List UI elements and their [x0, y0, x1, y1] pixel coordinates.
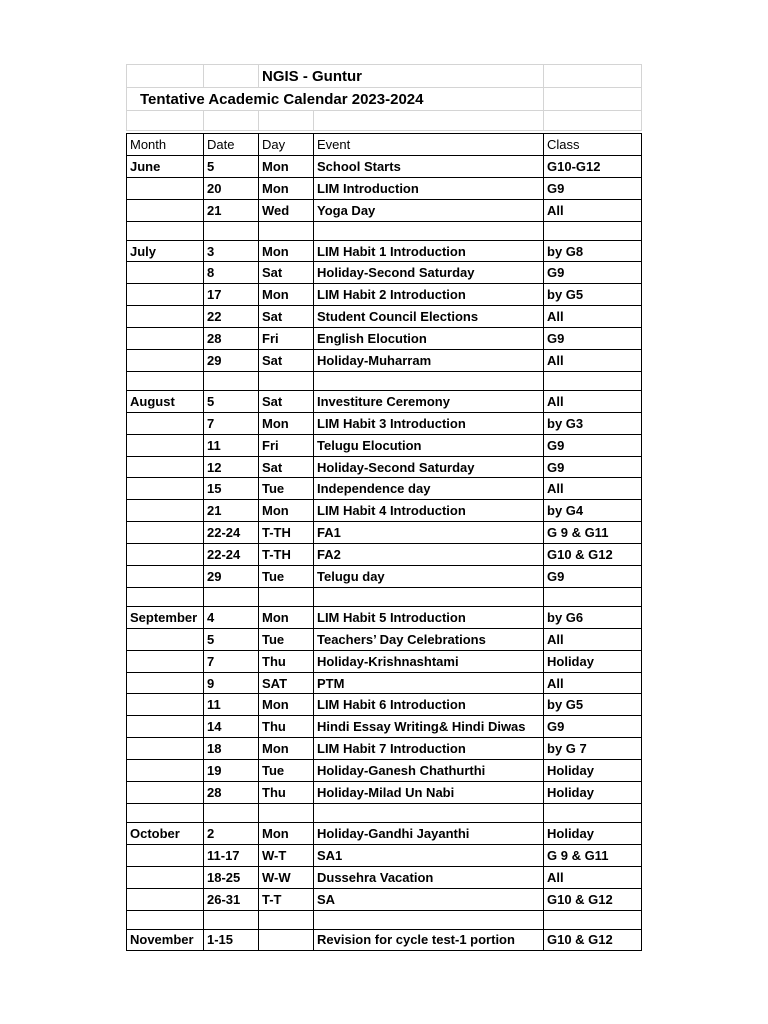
day-cell: W-W — [259, 866, 314, 888]
month-cell — [127, 412, 204, 434]
table-row — [127, 716, 642, 738]
class-cell: All — [544, 350, 642, 372]
class-cell: G9 — [544, 456, 642, 478]
empty-cell — [259, 221, 314, 240]
month-cell — [127, 306, 204, 328]
month-cell — [127, 672, 204, 694]
event-cell: PTM — [314, 672, 544, 694]
date-cell: 5 — [204, 390, 259, 412]
header-cell — [544, 111, 642, 131]
header-cell — [204, 111, 259, 131]
day-cell — [259, 929, 314, 951]
month-cell — [127, 866, 204, 888]
date-cell: 12 — [204, 456, 259, 478]
column-header-day: Day — [259, 134, 314, 156]
table-row — [127, 544, 642, 566]
class-cell: All — [544, 199, 642, 221]
date-cell: 17 — [204, 284, 259, 306]
table-row — [127, 412, 642, 434]
class-cell: G 9 & G11 — [544, 522, 642, 544]
day-cell: Thu — [259, 716, 314, 738]
table-row — [127, 566, 642, 588]
empty-cell — [127, 221, 204, 240]
empty-cell — [314, 371, 544, 390]
month-cell — [127, 350, 204, 372]
event-cell: Telugu Elocution — [314, 434, 544, 456]
month-cell — [127, 456, 204, 478]
class-cell: by G4 — [544, 500, 642, 522]
table-row — [127, 760, 642, 782]
month-cell — [127, 628, 204, 650]
date-cell: 20 — [204, 177, 259, 199]
day-cell: T-T — [259, 888, 314, 910]
table-row — [127, 650, 642, 672]
day-cell: Sat — [259, 390, 314, 412]
month-cell — [127, 177, 204, 199]
date-cell: 29 — [204, 350, 259, 372]
date-cell: 8 — [204, 262, 259, 284]
month-cell — [127, 566, 204, 588]
empty-cell — [314, 587, 544, 606]
day-cell: Mon — [259, 155, 314, 177]
class-cell: by G6 — [544, 606, 642, 628]
class-cell: by G8 — [544, 240, 642, 262]
table-row — [127, 284, 642, 306]
class-cell: by G3 — [544, 412, 642, 434]
date-cell: 5 — [204, 628, 259, 650]
class-cell: G9 — [544, 566, 642, 588]
empty-cell — [544, 371, 642, 390]
empty-cell — [314, 910, 544, 929]
class-cell: All — [544, 672, 642, 694]
table-row — [127, 456, 642, 478]
table-row — [127, 606, 642, 628]
month-cell — [127, 544, 204, 566]
date-cell: 18 — [204, 738, 259, 760]
month-cell — [127, 284, 204, 306]
class-cell: All — [544, 478, 642, 500]
day-cell: Mon — [259, 822, 314, 844]
month-cell: November — [127, 929, 204, 951]
month-cell: June — [127, 155, 204, 177]
day-cell: Mon — [259, 606, 314, 628]
event-cell: Revision for cycle test-1 portion — [314, 929, 544, 951]
table-row — [127, 500, 642, 522]
event-cell: LIM Habit 3 Introduction — [314, 412, 544, 434]
class-cell: by G 7 — [544, 738, 642, 760]
table-row — [127, 240, 642, 262]
event-cell: LIM Habit 7 Introduction — [314, 738, 544, 760]
day-cell: Mon — [259, 284, 314, 306]
month-cell — [127, 738, 204, 760]
class-cell: G10-G12 — [544, 155, 642, 177]
date-cell: 14 — [204, 716, 259, 738]
header-grid — [126, 64, 642, 131]
day-cell: T-TH — [259, 522, 314, 544]
header-cell — [127, 111, 204, 131]
month-cell — [127, 888, 204, 910]
class-cell: G10 & G12 — [544, 929, 642, 951]
date-cell: 2 — [204, 822, 259, 844]
event-cell: Holiday-Muharram — [314, 350, 544, 372]
date-cell: 22-24 — [204, 544, 259, 566]
event-cell: Holiday-Second Saturday — [314, 262, 544, 284]
month-cell — [127, 694, 204, 716]
table-row — [127, 672, 642, 694]
date-cell: 11 — [204, 694, 259, 716]
date-cell: 28 — [204, 328, 259, 350]
class-cell: All — [544, 866, 642, 888]
day-cell: Sat — [259, 456, 314, 478]
day-cell: Wed — [259, 199, 314, 221]
table-row — [127, 434, 642, 456]
table-row — [127, 350, 642, 372]
school-name: NGIS - Guntur — [259, 65, 544, 88]
column-header-class: Class — [544, 134, 642, 156]
day-cell: Sat — [259, 350, 314, 372]
empty-cell — [204, 587, 259, 606]
event-cell: Hindi Essay Writing& Hindi Diwas — [314, 716, 544, 738]
event-cell: Holiday-Krishnashtami — [314, 650, 544, 672]
class-cell: by G5 — [544, 284, 642, 306]
class-cell: All — [544, 390, 642, 412]
table-row — [127, 888, 642, 910]
event-cell: Dussehra Vacation — [314, 866, 544, 888]
table-row — [127, 738, 642, 760]
class-cell: All — [544, 306, 642, 328]
column-header-event: Event — [314, 134, 544, 156]
class-cell: Holiday — [544, 650, 642, 672]
class-cell: G 9 & G11 — [544, 844, 642, 866]
empty-cell — [544, 587, 642, 606]
event-cell: Holiday-Second Saturday — [314, 456, 544, 478]
date-cell: 21 — [204, 199, 259, 221]
date-cell: 18-25 — [204, 866, 259, 888]
table-row — [127, 177, 642, 199]
month-cell: October — [127, 822, 204, 844]
day-cell: Tue — [259, 760, 314, 782]
date-cell: 1-15 — [204, 929, 259, 951]
event-cell: Holiday-Gandhi Jayanthi — [314, 822, 544, 844]
blank-row — [127, 803, 642, 822]
day-cell: Mon — [259, 694, 314, 716]
header-row — [127, 134, 642, 156]
month-cell — [127, 760, 204, 782]
empty-cell — [259, 803, 314, 822]
day-cell: Sat — [259, 306, 314, 328]
class-cell: G9 — [544, 177, 642, 199]
event-cell: FA1 — [314, 522, 544, 544]
table-row — [127, 262, 642, 284]
class-cell: by G5 — [544, 694, 642, 716]
month-cell — [127, 782, 204, 804]
empty-cell — [259, 371, 314, 390]
empty-cell — [204, 371, 259, 390]
event-cell: Yoga Day — [314, 199, 544, 221]
class-cell: G9 — [544, 434, 642, 456]
blank-row — [127, 587, 642, 606]
class-cell: G9 — [544, 262, 642, 284]
date-cell: 22 — [204, 306, 259, 328]
date-cell: 3 — [204, 240, 259, 262]
table-row — [127, 478, 642, 500]
class-cell: G10 & G12 — [544, 888, 642, 910]
month-cell — [127, 478, 204, 500]
date-cell: 19 — [204, 760, 259, 782]
empty-cell — [314, 803, 544, 822]
event-cell: Teachers’ Day Celebrations — [314, 628, 544, 650]
blank-row — [127, 910, 642, 929]
date-cell: 7 — [204, 412, 259, 434]
empty-cell — [544, 803, 642, 822]
empty-cell — [204, 910, 259, 929]
month-cell — [127, 199, 204, 221]
empty-cell — [127, 910, 204, 929]
empty-cell — [127, 371, 204, 390]
event-cell: Student Council Elections — [314, 306, 544, 328]
table-row — [127, 694, 642, 716]
event-cell: English Elocution — [314, 328, 544, 350]
date-cell: 29 — [204, 566, 259, 588]
empty-cell — [259, 910, 314, 929]
day-cell: Tue — [259, 566, 314, 588]
event-cell: LIM Habit 6 Introduction — [314, 694, 544, 716]
table-row — [127, 844, 642, 866]
event-cell: LIM Habit 5 Introduction — [314, 606, 544, 628]
month-cell: August — [127, 390, 204, 412]
month-cell — [127, 522, 204, 544]
blank-row — [127, 221, 642, 240]
date-cell: 4 — [204, 606, 259, 628]
empty-cell — [544, 221, 642, 240]
month-cell: July — [127, 240, 204, 262]
empty-cell — [204, 221, 259, 240]
table-row — [127, 866, 642, 888]
empty-cell — [127, 803, 204, 822]
date-cell: 21 — [204, 500, 259, 522]
day-cell: SAT — [259, 672, 314, 694]
event-cell: SA1 — [314, 844, 544, 866]
empty-cell — [259, 587, 314, 606]
date-cell: 11-17 — [204, 844, 259, 866]
column-header-month: Month — [127, 134, 204, 156]
header-cell — [127, 65, 204, 88]
day-cell: Thu — [259, 650, 314, 672]
table-row — [127, 628, 642, 650]
header-cell — [204, 65, 259, 88]
month-cell — [127, 500, 204, 522]
class-cell: G10 & G12 — [544, 544, 642, 566]
event-cell: LIM Introduction — [314, 177, 544, 199]
event-cell: Holiday-Ganesh Chathurthi — [314, 760, 544, 782]
month-cell — [127, 328, 204, 350]
month-cell — [127, 434, 204, 456]
day-cell: Mon — [259, 412, 314, 434]
date-cell: 28 — [204, 782, 259, 804]
class-cell: Holiday — [544, 822, 642, 844]
date-cell: 26-31 — [204, 888, 259, 910]
event-cell: FA2 — [314, 544, 544, 566]
header-cell — [259, 111, 314, 131]
event-cell: Investiture Ceremony — [314, 390, 544, 412]
day-cell: Mon — [259, 240, 314, 262]
date-cell: 7 — [204, 650, 259, 672]
header-cell — [544, 88, 642, 111]
empty-cell — [127, 587, 204, 606]
class-cell: Holiday — [544, 782, 642, 804]
day-cell: Mon — [259, 738, 314, 760]
empty-cell — [544, 910, 642, 929]
event-cell: Telugu day — [314, 566, 544, 588]
table-row — [127, 390, 642, 412]
event-cell: LIM Habit 1 Introduction — [314, 240, 544, 262]
day-cell: Tue — [259, 628, 314, 650]
class-cell: G9 — [544, 328, 642, 350]
day-cell: T-TH — [259, 544, 314, 566]
month-cell — [127, 716, 204, 738]
date-cell: 5 — [204, 155, 259, 177]
event-cell: Independence day — [314, 478, 544, 500]
class-cell: All — [544, 628, 642, 650]
day-cell: Thu — [259, 782, 314, 804]
day-cell: Fri — [259, 434, 314, 456]
date-cell: 9 — [204, 672, 259, 694]
day-cell: Fri — [259, 328, 314, 350]
table-row — [127, 782, 642, 804]
header-cell — [314, 111, 544, 131]
month-cell — [127, 262, 204, 284]
class-cell: Holiday — [544, 760, 642, 782]
event-cell: Holiday-Milad Un Nabi — [314, 782, 544, 804]
month-cell — [127, 844, 204, 866]
class-cell: G9 — [544, 716, 642, 738]
calendar-title: Tentative Academic Calendar 2023-2024 — [127, 88, 544, 111]
table-row — [127, 199, 642, 221]
day-cell: Mon — [259, 500, 314, 522]
date-cell: 11 — [204, 434, 259, 456]
column-header-date: Date — [204, 134, 259, 156]
table-row — [127, 522, 642, 544]
event-cell: LIM Habit 2 Introduction — [314, 284, 544, 306]
table-row — [127, 155, 642, 177]
header-cell — [544, 65, 642, 88]
table-row — [127, 822, 642, 844]
event-cell: LIM Habit 4 Introduction — [314, 500, 544, 522]
day-cell: W-T — [259, 844, 314, 866]
calendar-body — [127, 155, 642, 951]
event-cell: SA — [314, 888, 544, 910]
table-row — [127, 328, 642, 350]
date-cell: 15 — [204, 478, 259, 500]
month-cell — [127, 650, 204, 672]
day-cell: Sat — [259, 262, 314, 284]
calendar-table — [126, 133, 642, 951]
empty-cell — [204, 803, 259, 822]
date-cell: 22-24 — [204, 522, 259, 544]
month-cell: September — [127, 606, 204, 628]
table-row — [127, 929, 642, 951]
event-cell: School Starts — [314, 155, 544, 177]
blank-row — [127, 371, 642, 390]
empty-cell — [314, 221, 544, 240]
table-row — [127, 306, 642, 328]
day-cell: Mon — [259, 177, 314, 199]
day-cell: Tue — [259, 478, 314, 500]
